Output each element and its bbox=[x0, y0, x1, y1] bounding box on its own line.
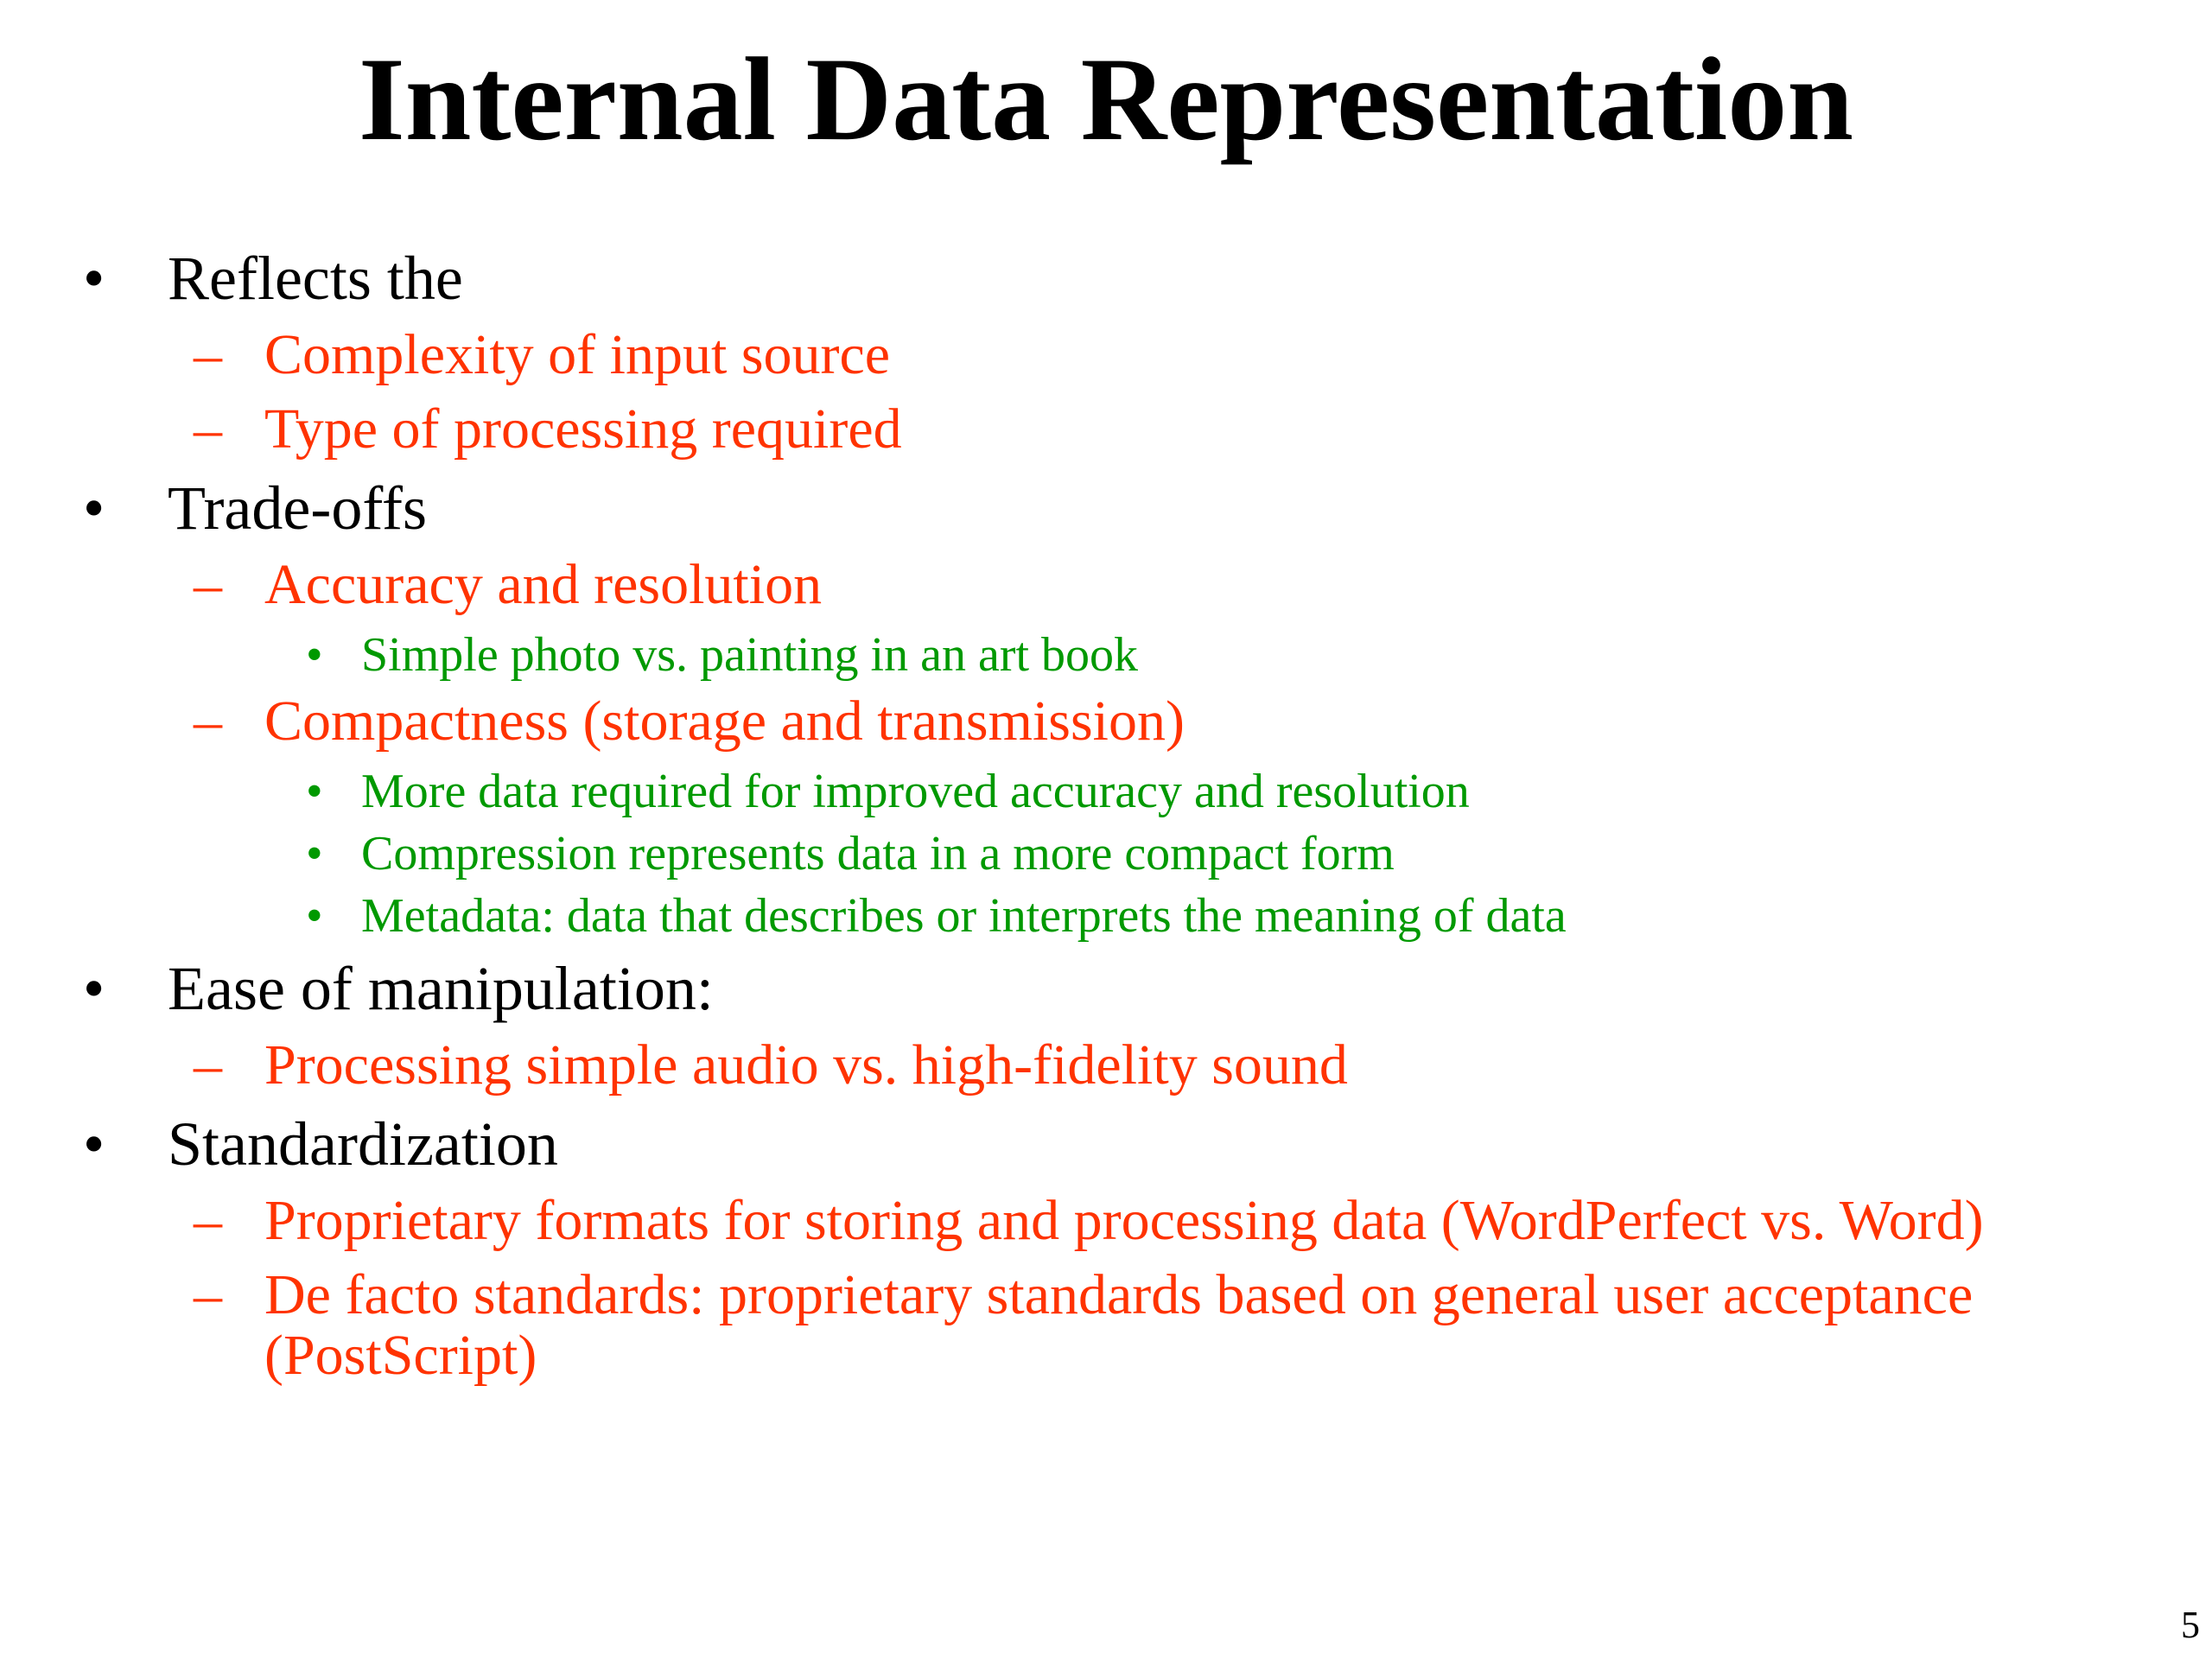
bullet-icon: • bbox=[83, 954, 105, 1023]
dash-icon: – bbox=[194, 1189, 222, 1252]
bullet-text: Reflects the bbox=[168, 244, 463, 313]
sub-item-text: Processing simple audio vs. high-fidelity sound bbox=[264, 1033, 1348, 1096]
sub-item-text: De facto standards: proprietary standards based on general user acceptance bbox=[264, 1263, 1974, 1326]
sub-item-text: Proprietary formats for storing and processing data (WordPerfect vs. Word) bbox=[264, 1189, 1984, 1252]
dash-icon: – bbox=[194, 397, 222, 461]
bullet-icon: • bbox=[306, 765, 323, 818]
dash-icon: – bbox=[194, 690, 222, 753]
bullet-text: Ease of manipulation: bbox=[168, 954, 714, 1023]
detail-item-text: Compression represents data in a more compact form bbox=[361, 827, 1395, 880]
bullet-icon: • bbox=[83, 1109, 105, 1179]
slide-title: Internal Data Representation bbox=[359, 33, 1853, 165]
dash-icon: – bbox=[194, 553, 222, 616]
sub-item-text: Type of processing required bbox=[264, 397, 902, 461]
dash-icon: – bbox=[194, 1033, 222, 1096]
bullet-icon: • bbox=[83, 244, 105, 313]
dash-icon: – bbox=[194, 1263, 222, 1326]
bullet-text: Standardization bbox=[168, 1109, 558, 1179]
page-number: 5 bbox=[2181, 1604, 2200, 1646]
bullet-icon: • bbox=[306, 889, 323, 943]
detail-item-text: Simple photo vs. painting in an art book bbox=[361, 628, 1139, 682]
dash-icon: – bbox=[194, 323, 222, 386]
sub-item-text: Accuracy and resolution bbox=[264, 553, 823, 616]
sub-item-text: Complexity of input source bbox=[264, 323, 891, 386]
bullet-icon: • bbox=[306, 827, 323, 880]
bullet-icon: • bbox=[306, 628, 323, 682]
bullet-icon: • bbox=[83, 474, 105, 543]
sub-item-text: Compactness (storage and transmission) bbox=[264, 690, 1185, 753]
sub-item-text: (PostScript) bbox=[264, 1324, 537, 1387]
bullet-text: Trade-offs bbox=[168, 474, 427, 543]
detail-item-text: More data required for improved accuracy and resolution bbox=[361, 765, 1470, 818]
detail-item-text: Metadata: data that describes or interprets the meaning of data bbox=[361, 889, 1567, 943]
